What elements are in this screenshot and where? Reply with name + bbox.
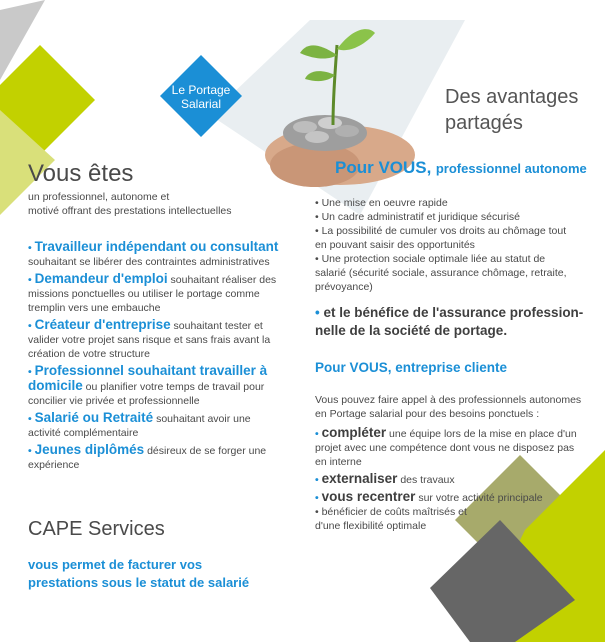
- list-item: • Professionnel souhaitant travailler à: [28, 363, 268, 378]
- list-item-continued: projet avec une compétence dont vous ne disposez pas: [315, 442, 575, 454]
- profile-list: [28, 240, 293, 472]
- list-item: • Salarié ou Retraité souhaitant avoir une: [28, 410, 251, 425]
- list-item: • Créateur d'entreprise souhaitant tester et: [28, 317, 263, 332]
- portage-badge: [160, 55, 242, 137]
- pro-heading-rest: professionnel autonome: [435, 161, 587, 176]
- pro-advantages-list: [315, 196, 600, 294]
- list-item-continued: tremplin vers une embauche: [28, 302, 161, 314]
- list-item: salarié (sécurité sociale, assurance chômage, retraite,: [315, 267, 567, 279]
- list-item-continued: expérience: [28, 459, 80, 471]
- list-item-continued: souhaitant se libérer des contraintes administratives: [28, 256, 270, 268]
- list-item-continued: valider votre projet sans risque et sans frais avant la: [28, 334, 271, 346]
- list-item-continued: domicile ou planifier votre temps de travail pour: [28, 378, 265, 393]
- advantages-title-line2: partagés: [445, 112, 523, 134]
- benefit-line2: nelle de la société de portage.: [315, 323, 508, 338]
- list-item: • Un cadre administratif et juridique sécurisé: [315, 211, 521, 223]
- left-intro-line1: un professionnel, autonome et: [28, 191, 170, 203]
- client-intro: [315, 393, 581, 421]
- cape-description: [28, 556, 249, 592]
- client-list: [315, 426, 600, 533]
- list-item: • Une mise en oeuvre rapide: [315, 197, 448, 209]
- list-item: • Demandeur d'emploi souhaitant réaliser des: [28, 271, 277, 286]
- advantages-title: [445, 84, 578, 136]
- list-item-continued: concilier vie privée et professionnelle: [28, 395, 200, 407]
- vous-etes-title: Vous êtes: [28, 160, 134, 187]
- list-item-continued: activité complémentaire: [28, 427, 139, 439]
- list-item-continued: missions ponctuelles ou utiliser le portage comme: [28, 288, 260, 300]
- pro-heading-strong: Pour VOUS,: [335, 158, 432, 177]
- list-item-continued: d'une flexibilité optimale: [315, 520, 427, 532]
- list-item: • vous recentrer sur votre activité principale: [315, 489, 543, 504]
- benefit-line1: et le bénéfice de l'assurance profession-: [323, 305, 584, 320]
- cape-line1: vous permet de facturer vos: [28, 557, 203, 572]
- cape-line2: prestations sous le statut de salarié: [28, 575, 250, 590]
- list-item-continued: création de votre structure: [28, 348, 150, 360]
- list-item: • Une protection sociale optimale liée au statut de: [315, 253, 546, 265]
- list-item: • Jeunes diplômés désireux de se forger une: [28, 442, 267, 457]
- list-item: prévoyance): [315, 281, 373, 293]
- client-intro-line1: Vous pouvez faire appel à des professionnels autonomes: [315, 394, 582, 406]
- client-intro-line2: en Portage salarial pour des besoins ponctuels :: [315, 408, 540, 420]
- pro-heading: [335, 158, 587, 178]
- client-heading: Pour VOUS, entreprise cliente: [315, 360, 508, 375]
- advantages-title-line1: Des avantages: [445, 86, 579, 108]
- list-item: • La possibilité de cumuler vos droits au chômage tout: [315, 225, 567, 237]
- pro-benefit: • et le bénéfice de l'assurance profession- nelle de la société de portage.: [315, 305, 584, 338]
- badge-line2: Salarial: [180, 97, 222, 111]
- list-item: • Travailleur indépendant ou consultant: [28, 239, 279, 254]
- list-item: • bénéficier de coûts maîtrisés et: [315, 506, 467, 518]
- badge-line1: Le Portage: [171, 83, 231, 97]
- left-intro-line2: motivé offrant des prestations intellectuelles: [28, 205, 232, 217]
- list-item: • compléter une équipe lors de la mise en place d'un: [315, 425, 577, 440]
- list-item: en pouvant saisir des opportunités: [315, 239, 475, 251]
- list-item-continued: en interne: [315, 456, 362, 468]
- cape-title: CAPE Services: [28, 518, 165, 540]
- left-intro: [28, 190, 232, 218]
- list-item: • externaliser des travaux: [315, 471, 455, 486]
